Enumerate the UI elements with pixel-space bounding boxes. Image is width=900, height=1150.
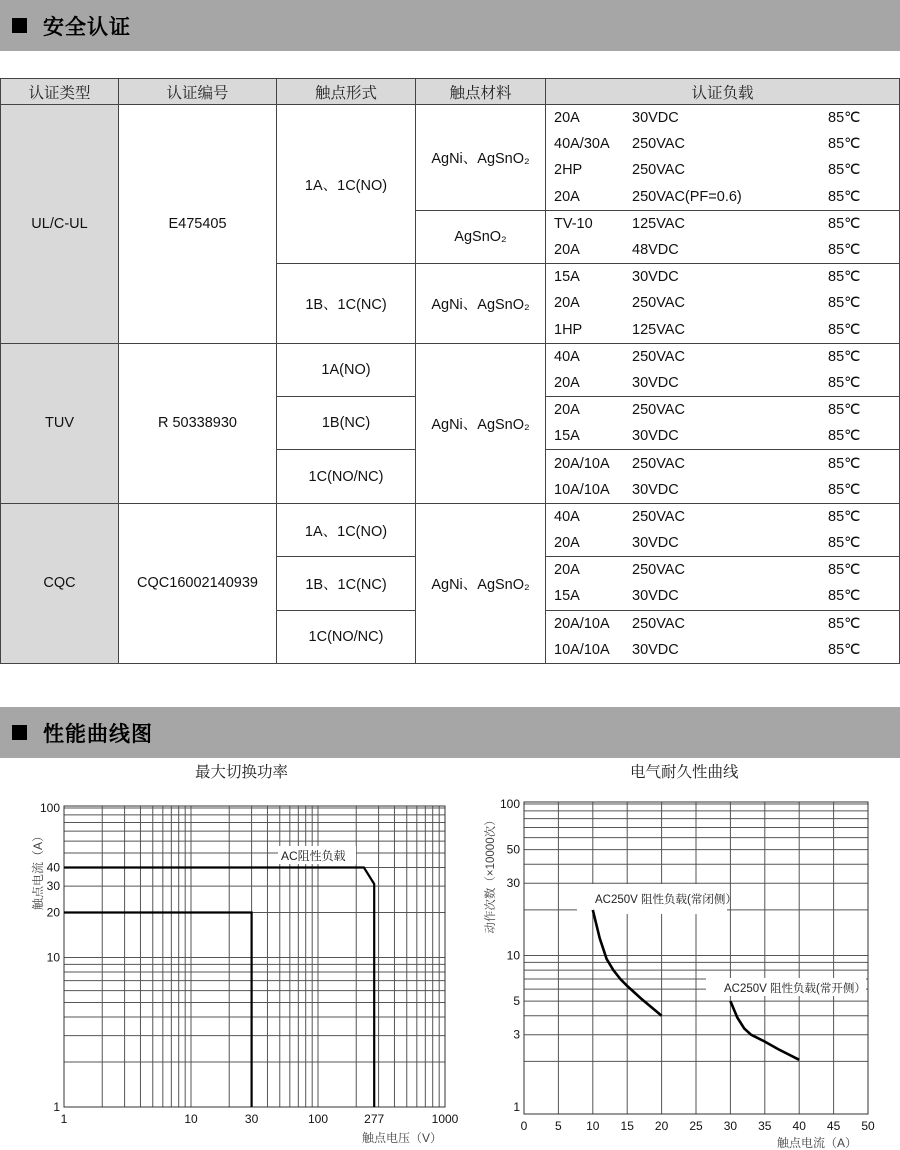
load-voltage: 125VAC: [632, 215, 685, 232]
x-tick-label: 30: [244, 1112, 259, 1126]
load-current: 20A: [554, 562, 580, 579]
load-voltage: 30VDC: [632, 428, 679, 445]
y-axis-label: 动作次数（×10000次）: [485, 814, 497, 934]
load-cell: [546, 105, 900, 211]
section-title: 安全认证: [43, 14, 131, 39]
load-cell: [546, 397, 900, 450]
header-contact-material: 触点材料: [416, 79, 546, 105]
y-tick-label: 1: [513, 1100, 520, 1114]
header-cert-load: 认证负载: [546, 79, 900, 105]
table-row: [1, 105, 900, 211]
load-voltage: 250VAC: [632, 136, 685, 153]
load-current: 10A/10A: [554, 481, 610, 498]
header-cert-number: 认证编号: [119, 79, 277, 105]
load-cell: [546, 450, 900, 503]
load-voltage: 250VAC: [632, 348, 685, 365]
load-temperature: 85℃: [828, 188, 861, 205]
load-row: [546, 370, 899, 396]
contact-material-cell: AgSnO₂: [416, 210, 546, 263]
y-tick-label: 40: [46, 860, 60, 875]
y-tick-label: 20: [46, 905, 60, 920]
load-current: 20A: [554, 535, 580, 552]
cert-number-cell: CQC16002140939: [119, 503, 277, 663]
y-tick-label: 30: [506, 876, 520, 891]
contact-material-cell: AgNi、AgSnO₂: [416, 264, 546, 344]
y-tick-label: 100: [499, 797, 520, 811]
load-voltage: 30VDC: [632, 641, 679, 658]
load-temperature: 85℃: [828, 455, 861, 472]
load-row: [546, 237, 899, 263]
load-temperature: 85℃: [828, 136, 861, 153]
load-row: [546, 344, 899, 370]
load-voltage: 250VAC: [632, 455, 685, 472]
load-cell: [546, 210, 900, 263]
section-header-safety: [0, 0, 900, 51]
x-tick-label: 10: [586, 1119, 600, 1133]
x-tick-label: 30: [723, 1119, 738, 1133]
contact-material-cell: AgNi、AgSnO₂: [416, 105, 546, 211]
load-cell: [546, 610, 900, 663]
x-tick-label: 50: [861, 1119, 875, 1133]
y-tick-label: 10: [506, 948, 520, 963]
load-row: [546, 423, 899, 449]
load-row: [546, 317, 899, 343]
x-tick-label: 40: [792, 1119, 806, 1133]
annotation-label: AC阻性负载: [281, 849, 346, 863]
load-row: [546, 583, 899, 609]
cert-number-cell: R 50338930: [119, 343, 277, 503]
load-row: [546, 557, 899, 583]
load-voltage: 30VDC: [632, 110, 679, 127]
header-cert-type: 认证类型: [1, 79, 119, 105]
load-voltage: 250VAC: [632, 295, 685, 312]
chart-title-max-switching: 最大切换功率: [195, 763, 289, 781]
cert-type-cell: CQC: [1, 503, 119, 663]
load-current: 40A: [554, 508, 580, 525]
x-tick-label: 277: [364, 1112, 385, 1126]
contact-form-cell: 1A、1C(NO): [277, 503, 416, 556]
load-voltage: 250VAC(PF=0.6): [632, 188, 742, 205]
max-switching-power-chart: [0, 780, 460, 1150]
load-voltage: 250VAC: [632, 162, 685, 179]
x-tick-label: 20: [654, 1119, 669, 1133]
load-current: 20A/10A: [554, 615, 610, 632]
load-cell: [546, 557, 900, 610]
load-current: 1HP: [554, 321, 583, 338]
load-temperature: 85℃: [828, 321, 861, 338]
load-voltage: 250VAC: [632, 508, 685, 525]
section-header-performance: [0, 707, 900, 758]
x-axis-label: 触点电流（A）: [776, 1136, 858, 1150]
load-row: [546, 477, 899, 503]
load-voltage: 30VDC: [632, 481, 679, 498]
electrical-endurance-chart: [460, 780, 900, 1150]
contact-form-cell: 1C(NO/NC): [277, 610, 416, 663]
y-axis-label: 触点电流（A）: [31, 829, 45, 911]
load-row: [546, 131, 899, 157]
load-current: 20A: [554, 242, 580, 259]
load-current: 20A: [554, 188, 580, 205]
load-current: 40A: [554, 348, 580, 365]
load-temperature: 85℃: [828, 269, 861, 286]
y-tick-label: 1: [53, 1100, 60, 1114]
load-row: [546, 611, 899, 637]
load-row: [546, 157, 899, 183]
table-header-row: [1, 79, 900, 105]
x-tick-label: 10: [184, 1112, 198, 1126]
load-voltage: 250VAC: [632, 615, 685, 632]
x-axis-label: 触点电压（V）: [361, 1131, 443, 1145]
load-temperature: 85℃: [828, 374, 861, 391]
y-tick-label: 10: [46, 950, 60, 965]
load-voltage: 30VDC: [632, 269, 679, 286]
load-voltage: 30VDC: [632, 374, 679, 391]
load-row: [546, 290, 899, 316]
load-current: 20A: [554, 110, 580, 127]
y-tick-label: 3: [513, 1027, 520, 1042]
load-row: [546, 211, 899, 237]
load-row: [546, 637, 899, 663]
load-voltage: 30VDC: [632, 535, 679, 552]
certification-table: [0, 78, 900, 664]
x-tick-label: 1: [60, 1112, 68, 1126]
load-voltage: 250VAC: [632, 402, 685, 419]
load-current: 15A: [554, 269, 580, 286]
contact-form-cell: 1B、1C(NC): [277, 264, 416, 344]
load-current: 20A/10A: [554, 455, 610, 472]
contact-form-cell: 1A(NO): [277, 343, 416, 396]
load-temperature: 85℃: [828, 162, 861, 179]
load-temperature: 85℃: [828, 295, 861, 312]
load-cell: [546, 264, 900, 344]
cert-type-cell: UL/C-UL: [1, 105, 119, 344]
load-current: 2HP: [554, 162, 583, 179]
x-tick-label: 100: [307, 1112, 329, 1126]
load-temperature: 85℃: [828, 348, 861, 365]
load-temperature: 85℃: [828, 508, 861, 525]
load-temperature: 85℃: [828, 428, 861, 445]
x-tick-label: 35: [758, 1119, 772, 1133]
load-temperature: 85℃: [828, 242, 861, 259]
contact-form-cell: 1A、1C(NO): [277, 105, 416, 264]
load-temperature: 85℃: [828, 588, 861, 605]
load-current: 20A: [554, 374, 580, 391]
load-row: [546, 264, 899, 290]
series-line-0: [64, 868, 374, 1108]
load-row: [546, 397, 899, 423]
table-row: [1, 343, 900, 396]
load-current: 15A: [554, 428, 580, 445]
contact-form-cell: 1B、1C(NC): [277, 557, 416, 610]
load-row: [546, 504, 899, 530]
x-tick-label: 0: [520, 1119, 528, 1133]
load-current: 20A: [554, 295, 580, 312]
load-row: [546, 184, 899, 210]
load-row: [546, 105, 899, 131]
load-temperature: 85℃: [828, 215, 861, 232]
contact-material-cell: AgNi、AgSnO₂: [416, 503, 546, 663]
load-temperature: 85℃: [828, 402, 861, 419]
y-tick-label: 100: [39, 801, 60, 815]
load-temperature: 85℃: [828, 615, 861, 632]
load-current: 15A: [554, 588, 580, 605]
load-row: [546, 530, 899, 556]
load-current: 20A: [554, 402, 580, 419]
legend-label-nc: AC250V 阻性负载(常闭侧）: [595, 894, 737, 906]
x-tick-label: 25: [689, 1119, 703, 1133]
load-temperature: 85℃: [828, 562, 861, 579]
y-tick-label: 5: [513, 994, 520, 1009]
load-current: 40A/30A: [554, 136, 610, 153]
load-voltage: 250VAC: [632, 562, 685, 579]
x-tick-label: 1000: [431, 1112, 459, 1126]
load-row: [546, 450, 899, 476]
chart-title-endurance: 电气耐久性曲线: [630, 763, 739, 781]
x-tick-label: 45: [826, 1119, 841, 1133]
contact-form-cell: 1C(NO/NC): [277, 450, 416, 503]
load-temperature: 85℃: [828, 481, 861, 498]
load-current: 10A/10A: [554, 641, 610, 658]
load-temperature: 85℃: [828, 641, 861, 658]
load-voltage: 48VDC: [632, 242, 679, 259]
load-voltage: 30VDC: [632, 588, 679, 605]
section-title: 性能曲线图: [43, 721, 153, 746]
load-voltage: 125VAC: [632, 321, 685, 338]
load-temperature: 85℃: [828, 535, 861, 552]
contact-material-cell: AgNi、AgSnO₂: [416, 343, 546, 503]
cert-number-cell: E475405: [119, 105, 277, 344]
load-cell: [546, 343, 900, 396]
load-temperature: 85℃: [828, 110, 861, 127]
header-contact-form: 触点形式: [277, 79, 416, 105]
table-row: [1, 503, 900, 556]
square-bullet-icon: [12, 18, 27, 33]
legend-label-no: AC250V 阻性负载(常开侧）: [724, 983, 866, 995]
load-cell: [546, 503, 900, 556]
contact-form-cell: 1B(NC): [277, 397, 416, 450]
load-current: TV-10: [554, 215, 593, 232]
series-line-1: [64, 913, 252, 1108]
square-bullet-icon: [12, 725, 27, 740]
x-tick-label: 5: [555, 1119, 562, 1133]
y-tick-label: 30: [46, 879, 60, 894]
cert-type-cell: TUV: [1, 343, 119, 503]
x-tick-label: 15: [620, 1119, 634, 1133]
y-tick-label: 50: [506, 842, 520, 857]
